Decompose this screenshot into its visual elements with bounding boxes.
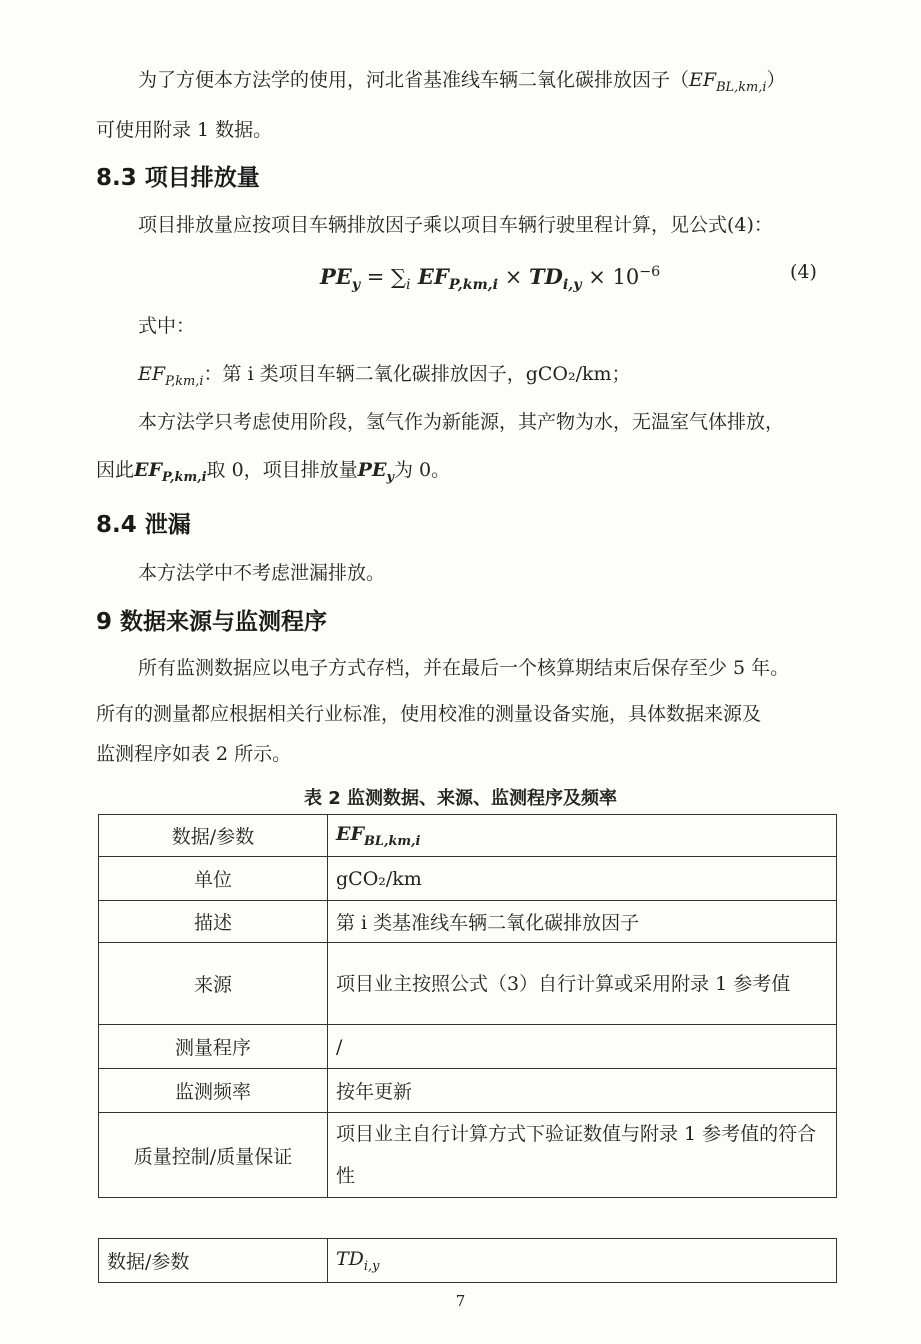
ef-p-definition: $EF_{P,km,i}$：第 i 类项目车辆二氧化碳排放因子，gCO₂/km；: [138, 363, 631, 389]
procedure-label: 测量程序: [99, 1025, 328, 1069]
intro-line-2: 可使用附录 1 数据。: [96, 119, 273, 141]
sec83-paragraph: 项目排放量应按项目车辆排放因子乘以项目车辆行驶里程计算，见公式(4)：: [138, 214, 773, 236]
section-9-heading: 9 数据来源与监测程序: [96, 609, 328, 635]
desc-label: 描述: [99, 901, 328, 943]
sec83-paragraph-2: 本方法学只考虑使用阶段，氢气作为新能源，其产物为水，无温室气体排放，: [138, 411, 785, 433]
where-label: 式中：: [138, 315, 196, 337]
frequency-value: 按年更新: [328, 1069, 837, 1113]
table-row: [99, 1025, 837, 1069]
table-row: [99, 815, 837, 857]
intro-text: 为了方便本方法学的使用，河北省基准线车辆二氧化碳排放因子（: [138, 69, 690, 91]
desc-value: 第 i 类基准线车辆二氧化碳排放因子: [328, 901, 837, 943]
table-row: [99, 943, 837, 1025]
table-row: [99, 901, 837, 943]
section-8-4-heading: 8.4 泄漏: [96, 512, 191, 538]
table-row: [99, 857, 837, 901]
param-label: 数据/参数: [99, 815, 328, 857]
qc-value: 项目业主自行计算方式下验证数值与附录 1 参考值的符合性: [328, 1113, 837, 1198]
unit-label: 单位: [99, 857, 328, 901]
page-number: 7: [455, 1292, 466, 1310]
source-label: 来源: [99, 943, 328, 1025]
sec83-paragraph-3: 因此$EF_{P,km,i}$取 0，项目排放量$PE_y$为 0。: [96, 459, 451, 485]
monitoring-table-td: [98, 1238, 837, 1283]
source-value: 项目业主按照公式（3）自行计算或采用附录 1 参考值: [328, 943, 837, 1025]
formula-number: (4): [790, 261, 817, 283]
procedure-value: /: [328, 1025, 837, 1069]
ef-bl-symbol: $EF_{BL,km,i}$: [689, 69, 767, 95]
param-label: 数据/参数: [99, 1239, 328, 1283]
table-row: [99, 1113, 837, 1198]
param-value: $EF_{BL,km,i}$: [328, 815, 837, 857]
qc-label: 质量控制/质量保证: [99, 1113, 328, 1198]
sec84-paragraph: 本方法学中不考虑泄漏排放。: [138, 562, 386, 584]
table-row: [99, 1239, 837, 1283]
frequency-label: 监测频率: [99, 1069, 328, 1113]
sec9-paragraph-3: 监测程序如表 2 所示。: [96, 743, 292, 765]
table-row: [99, 1069, 837, 1113]
sec9-paragraph-2: 所有的测量都应根据相关行业标准，使用校准的测量设备实施，具体数据来源及: [96, 703, 762, 725]
table-caption: 表 2 监测数据、来源、监测程序及频率: [303, 788, 618, 809]
intro-line-1: 为了方便本方法学的使用，河北省基准线车辆二氧化碳排放因子$(EF_{BL,km,i})$: [138, 69, 786, 95]
formula-4: $PE_y = \sum_i$ $EF_{P,km,i} \times TD_{i,y} \times 10^{-6}$: [320, 264, 661, 294]
param-value: $TD_{i,y}$: [328, 1239, 837, 1283]
sec9-paragraph-1: 所有监测数据应以电子方式存档，并在最后一个核算期结束后保存至少 5 年。: [138, 657, 790, 679]
section-8-3-heading: 8.3 项目排放量: [96, 165, 260, 191]
monitoring-table-ef-bl: [98, 814, 837, 1198]
unit-value: gCO₂/km: [328, 857, 837, 901]
